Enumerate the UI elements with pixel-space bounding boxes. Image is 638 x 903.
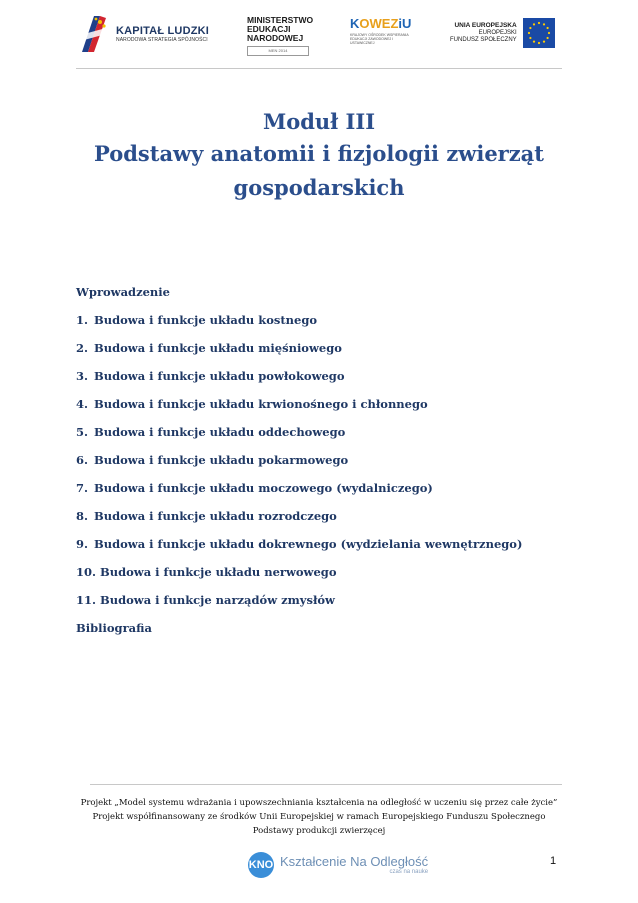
toc-item[interactable] [76,367,562,395]
toc-item[interactable] [76,423,562,451]
toc-item-number: 3. [76,369,89,383]
toc-item-label: Budowa i funkcje układu kostnego [94,313,318,327]
kno-mark-icon [248,852,274,878]
toc-item-number: 9. [76,537,89,551]
toc-item-label: Budowa i funkcje układu rozrodczego [94,509,337,523]
ue-line-2: EUROPEJSKI [478,30,517,36]
header-logos [0,0,638,68]
toc-item-label: Budowa i funkcje układu krwionośnego i chłonnego [94,397,428,411]
toc-item[interactable] [76,591,562,619]
ministerstwo-seal: MEN 2014 [247,46,309,56]
header-divider [76,68,562,69]
ministerstwo-line-3: NARODOWEJ [247,33,304,43]
toc-item-number: 1. [76,313,89,327]
ksztalcenie-title: Kształcenie Na Odległość [280,854,429,869]
module-title: Moduł III [262,109,376,134]
kapital-ludzki-flag-icon [80,14,110,54]
toc-outro[interactable] [76,619,562,647]
title-line-3: gospodarskich [233,175,405,200]
toc-item[interactable] [76,395,562,423]
ministerstwo-line-2: EDUKACJI [247,24,291,34]
document-title [40,108,598,204]
title-line-2: Podstawy anatomii i fizjologii zwierząt [94,141,544,166]
toc-item-number: 5. [76,425,89,439]
toc-item-number: 11. [76,593,97,607]
toc-item-number: 4. [76,397,89,411]
footer [76,796,562,838]
toc-item-number: 8. [76,509,89,523]
toc-item-number: 7. [76,481,89,495]
table-of-contents [76,283,562,647]
toc-item-label: Budowa i funkcje układu moczowego (wydalniczego) [94,481,433,495]
toc-item-label: Budowa i funkcje układu dokrewnego (wydzielania wewnętrznego) [94,537,523,551]
ue-line-3: FUNDUSZ SPOŁECZNY [450,37,517,43]
ksztalcenie-logo [248,852,428,878]
toc-item-label: Budowa i funkcje narządów zmysłów [100,593,335,607]
eu-flag-icon [523,18,555,48]
kapital-ludzki-title: KAPITAŁ LUDZKI [116,25,210,37]
toc-intro-label: Wprowadzenie [76,285,170,299]
kowezu-title [350,16,411,31]
ministerstwo-line-1: MINISTERSTWO [247,15,314,25]
footer-divider [90,784,562,785]
toc-item[interactable] [76,339,562,367]
kno-mark-text: KNO [248,859,274,871]
ministerstwo-logo [247,16,313,56]
footer-line-3: Podstawy produkcji zwierzęcej [252,826,386,836]
toc-item-label: Budowa i funkcje układu nerwowego [100,565,337,579]
ksztalcenie-subtitle: czas na nauke [389,869,429,875]
kowezu-title-end: iU [398,16,412,31]
kapital-ludzki-logo [80,14,209,54]
kowezu-subtitle: KRAJOWY OŚRODEK WSPIERANIA EDUKACJI ZAWODOWEJ I USTAWICZNEJ [350,33,409,45]
ue-logo [450,18,555,48]
toc-item-number: 2. [76,341,89,355]
ue-title: UNIA EUROPEJSKA [454,22,517,29]
toc-item[interactable] [76,535,562,563]
toc-item[interactable] [76,563,562,591]
toc-item-number: 10. [76,565,97,579]
toc-item-number: 6. [76,453,89,467]
toc-item-label: Budowa i funkcje układu oddechowego [94,425,346,439]
kowezu-title-accent: OWEZ [359,16,399,31]
toc-outro-label: Bibliografia [76,621,152,635]
toc-item-label: Budowa i funkcje układu powłokowego [94,369,345,383]
kowezu-title-start: K [350,16,360,31]
toc-item[interactable] [76,507,562,535]
footer-line-2: Projekt współfinansowany ze środków Unii Europejskiej w ramach Europejskiego Funduszu Społecznego [92,812,546,822]
toc-intro[interactable] [76,283,562,311]
toc-item[interactable] [76,479,562,507]
page-number: 1 [550,855,557,867]
kowezu-logo [350,16,412,45]
toc-item[interactable] [76,311,562,339]
kapital-ludzki-subtitle: NARODOWA STRATEGIA SPÓJNOŚCI [116,37,208,43]
toc-item-label: Budowa i funkcje układu mięśniowego [94,341,342,355]
footer-line-1: Projekt „Model systemu wdrażania i upowszechniania kształcenia na odległość w uczeniu się przez całe życie” [80,798,558,808]
toc-item-label: Budowa i funkcje układu pokarmowego [94,453,349,467]
toc-item[interactable] [76,451,562,479]
